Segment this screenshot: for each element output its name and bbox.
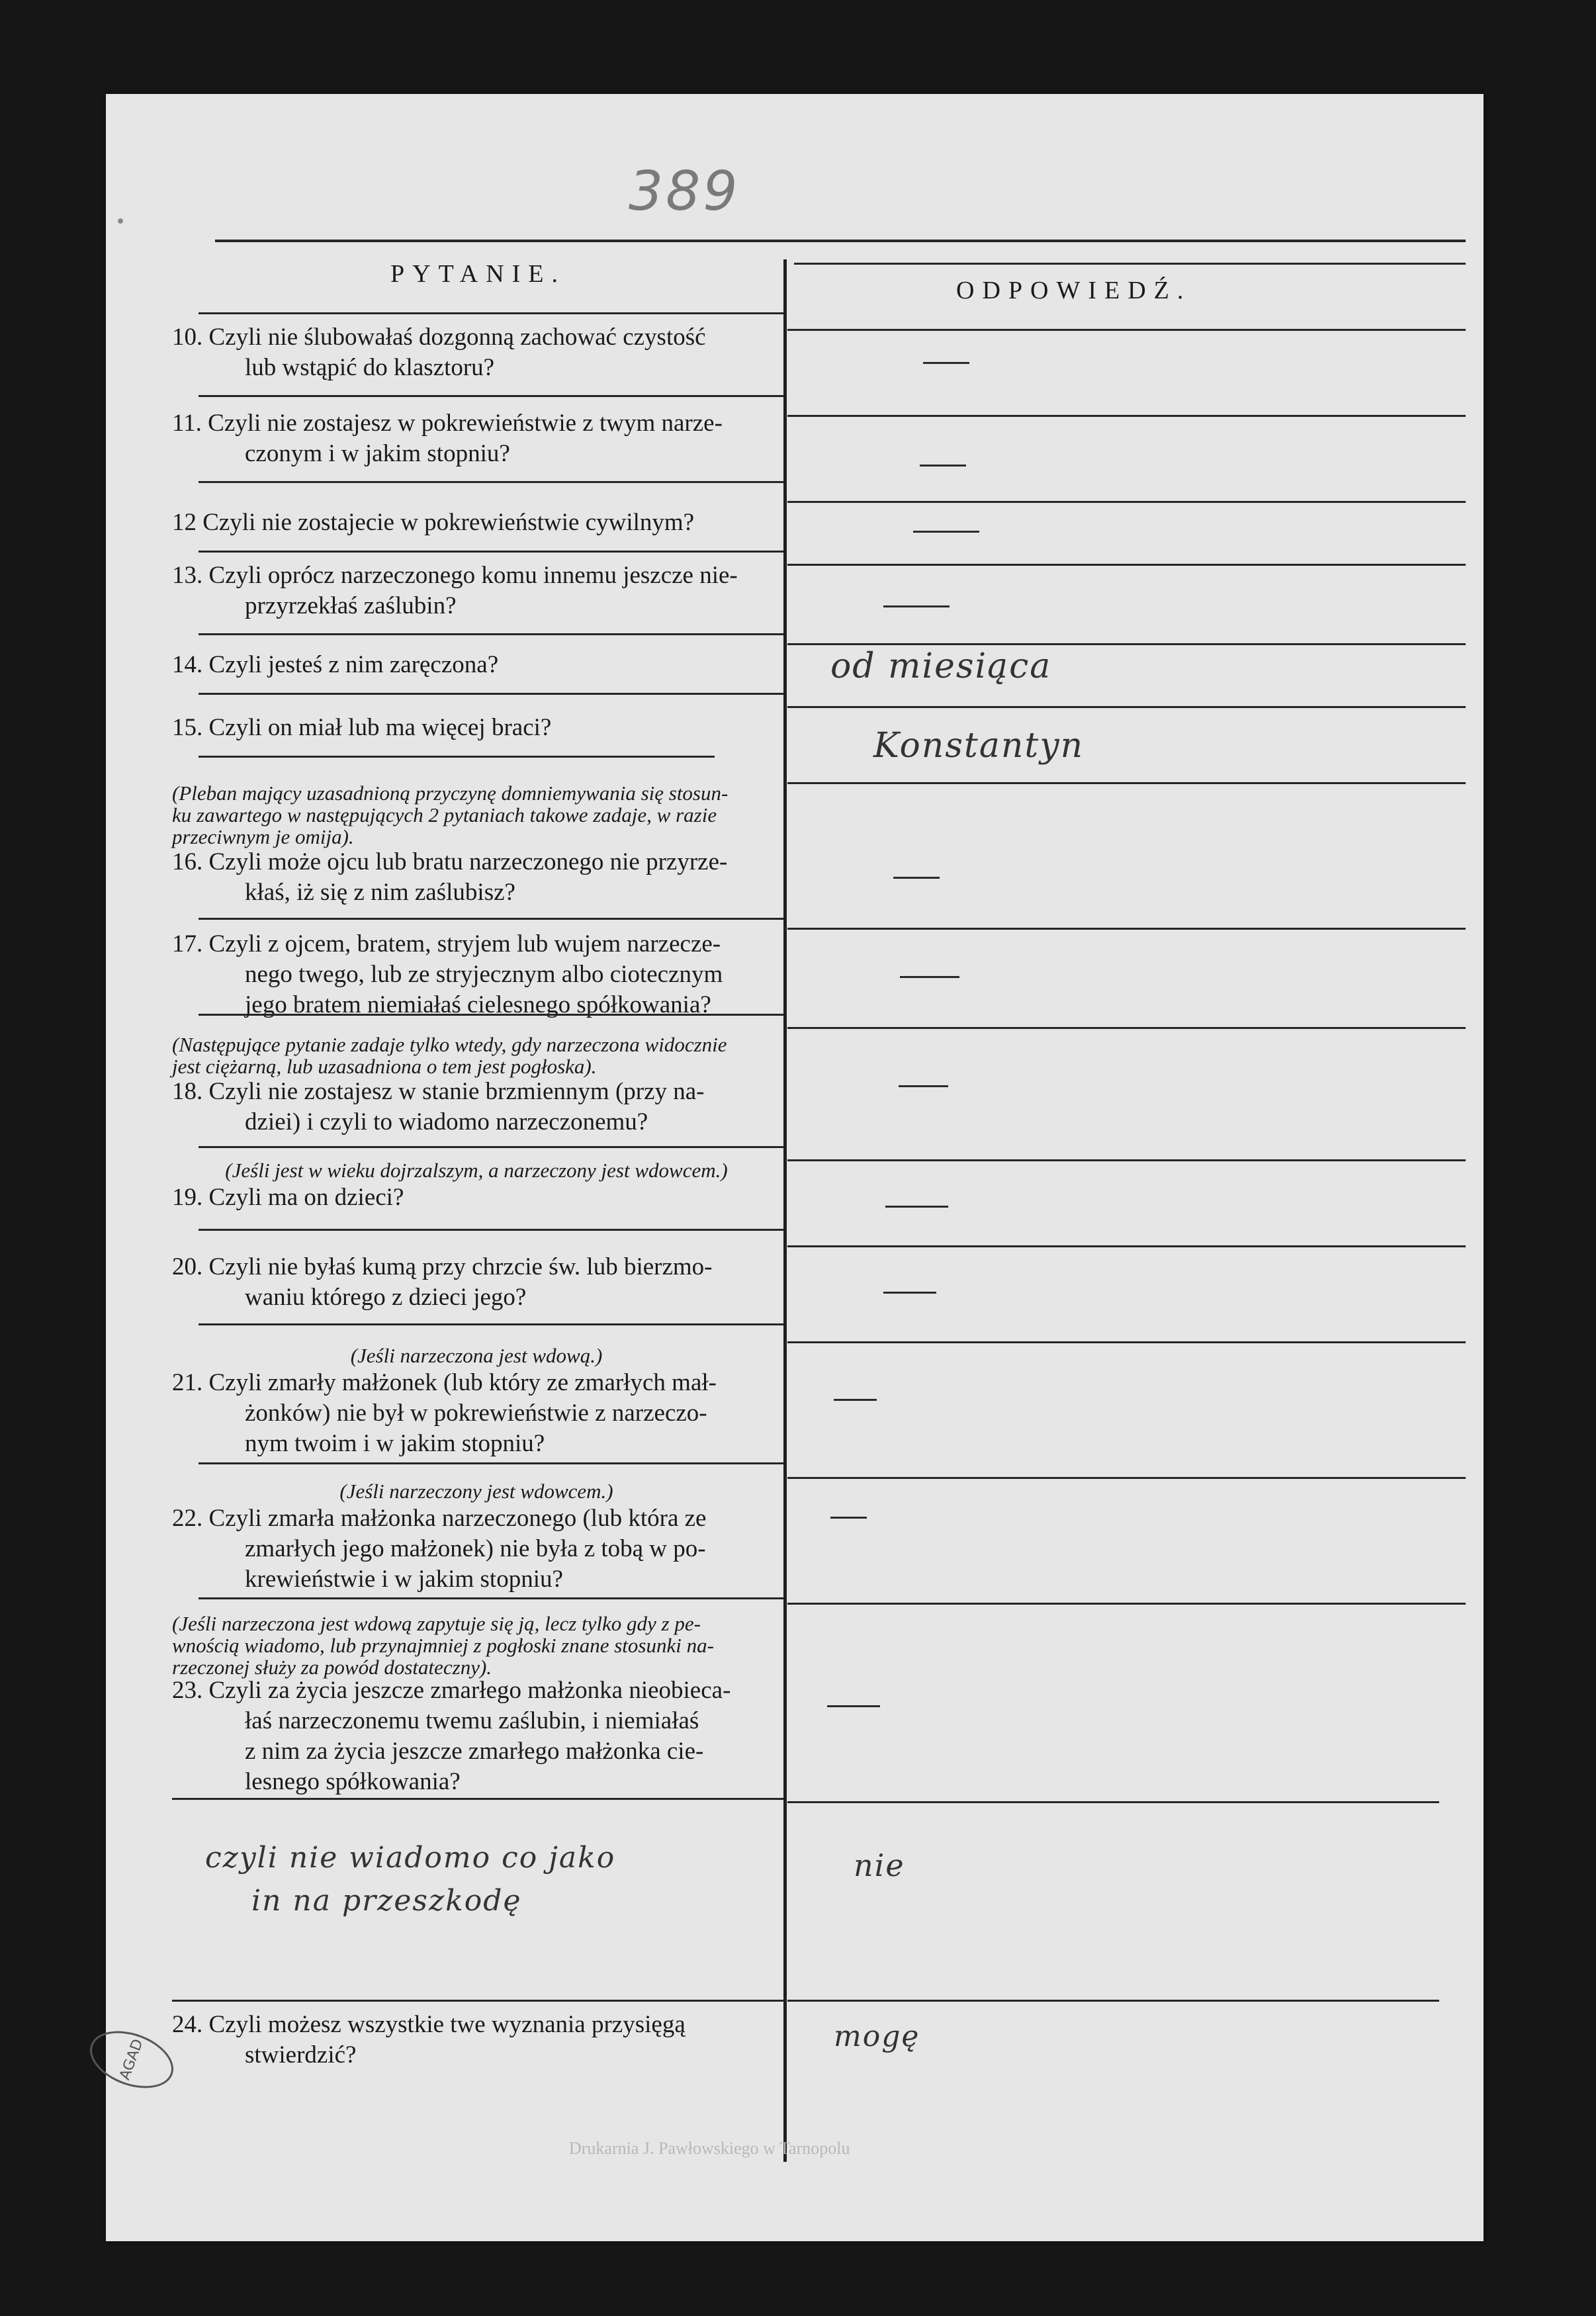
row-rule bbox=[787, 2000, 1439, 2002]
answer-dash-10 bbox=[923, 362, 969, 364]
header-rule-left bbox=[199, 312, 784, 314]
row-rule bbox=[199, 693, 784, 695]
row-rule bbox=[787, 1801, 1439, 1803]
answer-dash-16 bbox=[893, 877, 940, 879]
extra-question-handwritten-line-1: czyli nie wiadomo co jako bbox=[205, 1841, 616, 1875]
answer-dash-22 bbox=[830, 1517, 867, 1519]
header-rule-right bbox=[787, 329, 1466, 331]
row-rule bbox=[199, 1229, 784, 1231]
question-18: 18. Czyli nie zostajesz w stanie brzmiennym (przy na- dziei) i czyli to wiadomo narzeczonemu? bbox=[172, 1078, 705, 1136]
note-before-19: (Jeśli jest w wieku dojrzalszym, a narzeczony jest wdowcem.) bbox=[225, 1159, 728, 1182]
question-13: 13. Czyli oprócz narzeczonego komu innemu jeszcze nie- przyrzekłaś zaślubin? bbox=[172, 562, 738, 619]
row-rule bbox=[199, 395, 784, 397]
question-20: 20. Czyli nie byłaś kumą przy chrzcie św. lub bierzmo- waniu którego z dzieci jego? bbox=[172, 1253, 713, 1311]
question-16: 16. Czyli może ojcu lub bratu narzeczonego nie przyrze- kłaś, iż się z nim zaślubisz? bbox=[172, 848, 728, 906]
folio-number: 389 bbox=[629, 160, 740, 223]
question-10: 10. Czyli nie ślubowałaś dozgonną zachować czystość lub wstąpić do klasztoru? bbox=[172, 324, 706, 381]
question-19: 19. Czyli ma on dzieci? bbox=[172, 1184, 404, 1211]
answer-dash-23 bbox=[827, 1705, 880, 1707]
row-rule bbox=[787, 928, 1466, 930]
archive-stamp: AGAD bbox=[82, 2020, 181, 2098]
row-rule bbox=[199, 633, 784, 635]
row-rule bbox=[787, 564, 1466, 566]
row-rule bbox=[787, 1027, 1466, 1029]
answer-dash-18 bbox=[899, 1085, 948, 1087]
row-rule bbox=[787, 706, 1466, 708]
row-rule bbox=[787, 501, 1466, 503]
answer-dash-11 bbox=[920, 465, 966, 467]
row-rule bbox=[199, 551, 784, 553]
question-15: 15. Czyli on miał lub ma więcej braci? bbox=[172, 714, 552, 741]
question-23: 23. Czyli za życia jeszcze zmarłego małżonka nieobieca- łaś narzeczonemu twemu zaślubin, i niemiałaś z nim za życia jeszcze zmarłego małżonka cie- lesnego spółkowania? bbox=[172, 1677, 731, 1795]
answer-24-handwritten: mogę bbox=[834, 2020, 920, 2053]
note-before-21: (Jeśli narzeczona jest wdową.) bbox=[350, 1344, 603, 1367]
row-rule bbox=[199, 918, 784, 920]
answer-dash-21 bbox=[834, 1399, 877, 1401]
question-17: 17. Czyli z ojcem, bratem, stryjem lub wujem narzecze- nego twego, lub ze stryjecznym albo ciotecznym jego bratem niemiałaś cielesnego spółkowania? bbox=[172, 930, 723, 1018]
row-rule bbox=[787, 643, 1466, 645]
top-rule bbox=[215, 240, 1466, 242]
answer-dash-20 bbox=[883, 1292, 936, 1294]
answer-14-handwritten: od miesiąca bbox=[830, 646, 1052, 686]
header-answer: ODPOWIEDŹ. bbox=[956, 277, 1192, 304]
printer-imprint: Drukarnia J. Pawłowskiego w Tarnopolu bbox=[569, 2139, 850, 2158]
row-rule bbox=[787, 1603, 1466, 1605]
row-rule bbox=[172, 2000, 784, 2002]
document-page bbox=[106, 94, 1484, 2241]
top-rule-right bbox=[794, 263, 1466, 265]
row-rule bbox=[787, 782, 1466, 784]
row-rule bbox=[199, 1323, 784, 1325]
note-before-22: (Jeśli narzeczony jest wdowcem.) bbox=[339, 1480, 613, 1503]
question-22: 22. Czyli zmarła małżonka narzeczonego (lub która ze zmarłych jego małżonek) nie była z tobą w po- krewieństwie i w jakim stopniu? bbox=[172, 1505, 707, 1593]
ink-dot bbox=[118, 218, 123, 224]
header-question: PYTANIE. bbox=[390, 260, 566, 288]
row-rule bbox=[199, 756, 715, 758]
question-14: 14. Czyli jesteś z nim zaręczona? bbox=[172, 651, 499, 678]
row-rule bbox=[199, 1014, 784, 1016]
row-rule bbox=[787, 1159, 1466, 1161]
row-rule bbox=[199, 1597, 784, 1599]
note-before-18: (Następujące pytanie zadaje tylko wtedy, gdy narzeczona widocznie jest ciężarną, lub uzasadniona o tem jest pogłoska). bbox=[172, 1033, 727, 1078]
extra-answer-handwritten: nie bbox=[854, 1848, 905, 1883]
question-24: 24. Czyli możesz wszystkie twe wyznania przysięgą stwierdzić? bbox=[172, 2011, 686, 2069]
answer-dash-13 bbox=[883, 605, 950, 607]
answer-dash-12 bbox=[913, 531, 979, 533]
answer-15-handwritten: Konstantyn bbox=[873, 726, 1085, 766]
answer-dash-19 bbox=[885, 1206, 948, 1208]
row-rule bbox=[199, 1146, 784, 1148]
note-before-16: (Pleban mający uzasadnioną przyczynę domniemywania się stosun- ku zawartego w następujących 2 pytaniach takowe zadaje, w razie przeciwnym je omija). bbox=[172, 781, 729, 848]
row-rule bbox=[787, 1477, 1466, 1479]
question-21: 21. Czyli zmarły małżonek (lub który ze zmarłych mał- żonków) nie był w pokrewieństwie z narzeczo- nym twoim i w jakim stopniu? bbox=[172, 1369, 717, 1457]
row-rule bbox=[787, 1245, 1466, 1247]
note-before-23: (Jeśli narzeczona jest wdową zapytuje się ją, lecz tylko gdy z pe- wnością wiadomo, lub przynajmniej z pogłoski znane stosunki na- rzeczonej służy za powód dostateczny). bbox=[172, 1612, 714, 1679]
row-rule bbox=[199, 481, 784, 483]
question-12: 12 Czyli nie zostajecie w pokrewieństwie cywilnym? bbox=[172, 509, 695, 536]
row-rule bbox=[787, 1341, 1466, 1343]
question-11: 11. Czyli nie zostajesz w pokrewieństwie z twym narze- czonym i w jakim stopniu? bbox=[172, 410, 723, 467]
row-rule bbox=[172, 1798, 784, 1800]
row-rule bbox=[787, 415, 1466, 417]
answer-dash-17 bbox=[900, 976, 959, 978]
row-rule bbox=[199, 1462, 784, 1464]
extra-question-handwritten-line-2: in na przeszkodę bbox=[251, 1884, 522, 1918]
column-divider bbox=[783, 259, 787, 2162]
